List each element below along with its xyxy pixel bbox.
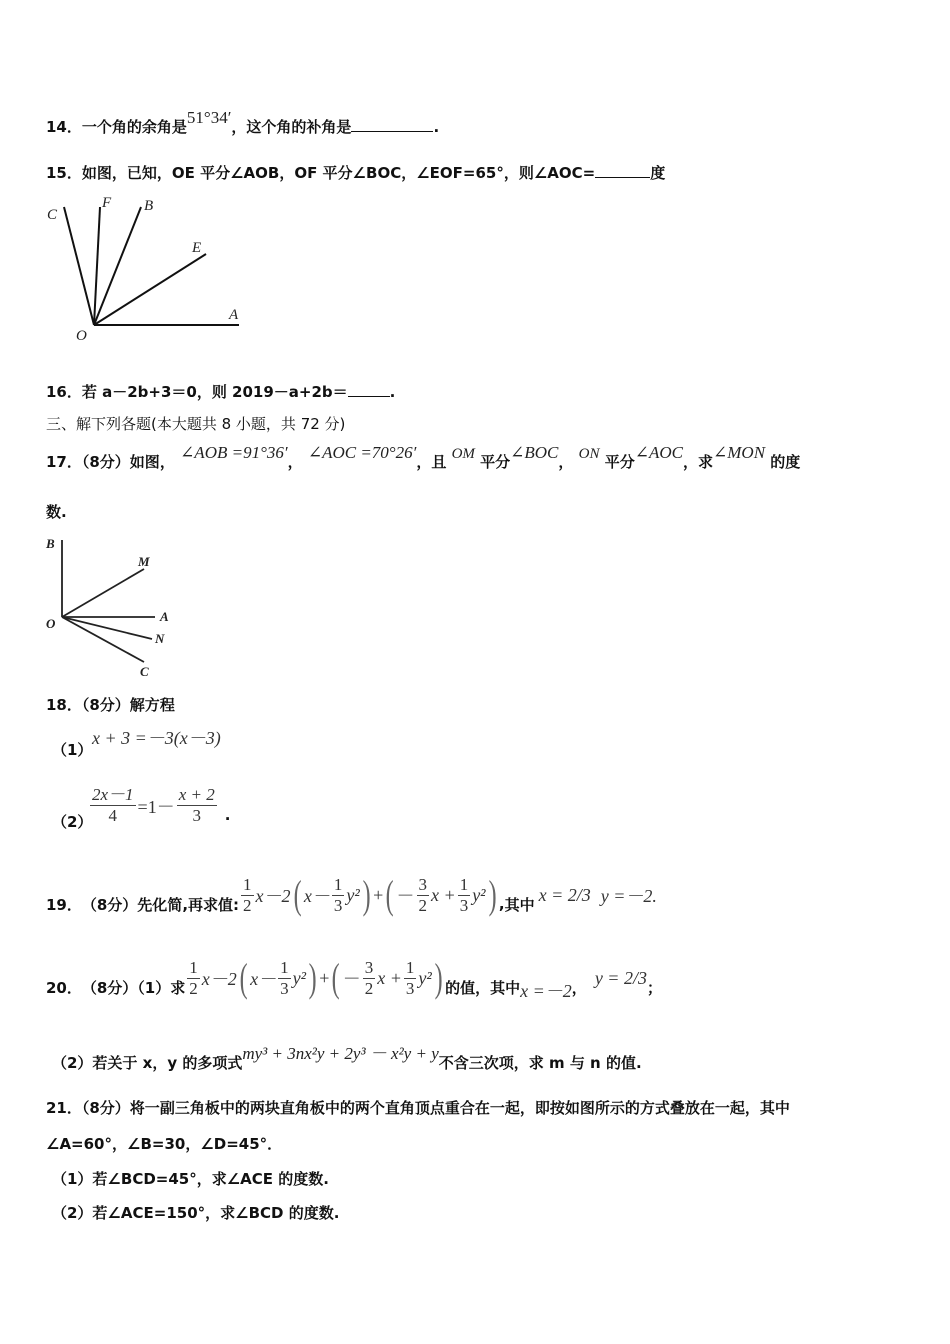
fraction-denominator: 2 (364, 978, 374, 998)
expr-term: y² (418, 967, 432, 988)
fraction-numerator: 1 (333, 874, 343, 894)
question-text: 的度 (770, 453, 801, 471)
fraction-numerator: 3 (364, 957, 374, 977)
question-15 (46, 162, 665, 183)
question-text: ，这个角的补角是 (231, 118, 352, 136)
fraction-denominator: 3 (459, 895, 469, 915)
expr-term: x－ (303, 886, 330, 906)
label-a: A (160, 609, 169, 624)
expr-term: y² (472, 884, 486, 905)
expr-term: x－2 (201, 969, 237, 989)
label-n: N (155, 631, 165, 646)
fraction-denominator: 3 (333, 895, 343, 915)
question-text: 一个角的余角是 (81, 118, 187, 136)
left-paren: ( (293, 872, 302, 917)
fraction-denominator: 3 (280, 978, 289, 998)
y-value: y =－2. (600, 886, 657, 906)
question-text: （8分）解方程 (81, 696, 175, 714)
question-text: 若 a－2b+3＝0，则 2019－a+2b＝ (81, 383, 348, 401)
fraction-numerator: 2x－1 (92, 785, 134, 804)
question-21-part1: （1）若∠BCD=45°，求∠ACE 的度数. (52, 1170, 329, 1188)
label-f: F (102, 195, 112, 211)
fraction-denominator: 2 (243, 895, 252, 915)
x-value: x = 2/3 (538, 884, 591, 905)
question-20-part2 (52, 1044, 642, 1073)
question-text: ，求 (683, 453, 714, 471)
expr-term: x－2 (255, 886, 291, 906)
label-c: C (140, 664, 149, 679)
figure-q17-angles (40, 530, 190, 680)
section-heading: 三、解下列各题(本大题共 8 小题，共 72 分) (46, 415, 346, 433)
question-17-line2: 数. (46, 503, 67, 521)
label-a: A (229, 307, 239, 323)
left-paren: ( (332, 955, 341, 1000)
fraction-numerator: 1 (189, 957, 198, 977)
question-number: 21． (46, 1099, 82, 1117)
question-text: 的值，其中 (445, 978, 521, 997)
label-o: O (46, 616, 56, 631)
expr-term: x－ (250, 969, 277, 989)
question-number: 17． (46, 453, 82, 471)
question-text: （8分）（1）求 (81, 978, 186, 997)
math-angle: ∠BOC (510, 443, 559, 462)
question-text: ，且 (416, 453, 447, 471)
right-paren: ) (488, 872, 497, 917)
fraction-numerator: x + 2 (178, 785, 215, 804)
math-ray: OM (451, 446, 475, 462)
question-number: 20． (46, 978, 82, 997)
minus-sign: － (396, 886, 415, 906)
minus-sign: － (342, 969, 361, 989)
question-18 (46, 694, 175, 715)
polynomial: my³ + 3nx²y + 2y³ － x²y + y (242, 1044, 439, 1063)
equation-2 (88, 785, 230, 826)
plus-sign: + (373, 884, 384, 905)
punct: , (498, 895, 505, 913)
question-text: 如图，已知，OE 平分∠AOB，OF 平分∠BOC，∠EOF=65°，则∠AOC= (81, 164, 596, 182)
left-paren: ( (239, 955, 248, 1000)
label-c: C (47, 207, 58, 223)
punct: ； (646, 978, 662, 997)
left-paren: ( (385, 872, 394, 917)
fraction-numerator: 1 (459, 874, 469, 894)
punct: ， (287, 453, 303, 471)
question-21-part2: （2）若∠ACE=150°，求∠BCD 的度数. (52, 1204, 340, 1222)
fraction-numerator: 1 (243, 874, 252, 894)
answer-blank[interactable] (351, 117, 433, 132)
y-value: y = 2/3 (594, 967, 647, 988)
fraction-denominator: 3 (405, 978, 415, 998)
punct: ， (558, 453, 574, 471)
label-b: B (46, 536, 55, 551)
equation-1: x + 3 =－3(x－3) (92, 728, 221, 748)
x-value: x =－2 (520, 981, 572, 1001)
question-text: 不含三次项，求 m 与 n 的值. (438, 1054, 642, 1072)
question-14 (46, 108, 440, 137)
figure-q15-angles (40, 190, 260, 350)
question-number: 18． (46, 696, 82, 714)
question-number: 16． (46, 383, 82, 401)
fraction-numerator: 3 (418, 874, 428, 894)
fraction-denominator: 2 (418, 895, 428, 915)
right-paren: ) (362, 872, 371, 917)
equation-middle: =1－ (137, 796, 175, 817)
right-paren: ) (308, 955, 317, 1000)
question-text: 平分 (480, 453, 511, 471)
plus-sign: + (319, 967, 330, 988)
answer-blank[interactable] (348, 382, 390, 397)
label-m: M (138, 554, 150, 569)
answer-blank[interactable] (595, 163, 650, 178)
question-text: （8分）先化简,再求值: (81, 895, 240, 914)
expr-term: y² (346, 884, 360, 905)
question-text: （2）若关于 x，y 的多项式 (52, 1054, 243, 1072)
math-angle: ∠AOC (634, 443, 683, 462)
question-number: 15． (46, 164, 82, 182)
punct: ， (571, 978, 587, 997)
fraction-denominator: 2 (189, 978, 198, 998)
expr-term: y² (292, 967, 306, 988)
question-16 (46, 381, 395, 402)
right-paren: ) (434, 955, 443, 1000)
fraction-numerator: 1 (405, 957, 415, 977)
period: . (433, 118, 440, 136)
period: . (389, 383, 396, 401)
math-angle: ∠AOC =70°26′ (307, 443, 417, 462)
expr-term: x + (377, 967, 402, 988)
question-21-line2: ∠A=60°，∠B=30，∠D=45°． (46, 1135, 283, 1153)
period: . (224, 805, 231, 824)
angle-value: 51°34′ (186, 108, 232, 127)
question-text: （8分）如图， (81, 453, 175, 471)
question-21 (46, 1097, 790, 1118)
question-19 (46, 872, 657, 918)
fraction-denominator: 4 (108, 806, 118, 825)
math-ray: ON (578, 446, 600, 462)
label-e: E (192, 240, 202, 256)
label-o: O (76, 328, 87, 344)
question-text: （8分）将一副三角板中的两块直角板中的两个直角顶点重合在一起，即按如图所示的方式叠放在一起，其中 (81, 1099, 790, 1117)
expr-term: x + (431, 884, 456, 905)
math-angle: ∠MON (713, 443, 766, 462)
part-label-1: （1） (52, 741, 93, 759)
question-17 (46, 443, 801, 472)
math-angle: ∠AOB =91°36′ (180, 443, 288, 462)
question-20 (46, 955, 662, 1001)
label-b: B (144, 198, 154, 214)
fraction-denominator: 3 (192, 806, 201, 825)
question-number: 19． (46, 895, 82, 914)
question-number: 14． (46, 118, 82, 136)
question-text: 其中 (504, 895, 535, 914)
fraction-numerator: 1 (280, 957, 289, 977)
question-text: 度 (650, 164, 666, 182)
question-text: 平分 (604, 453, 635, 471)
part-label-2: （2） (52, 813, 93, 831)
